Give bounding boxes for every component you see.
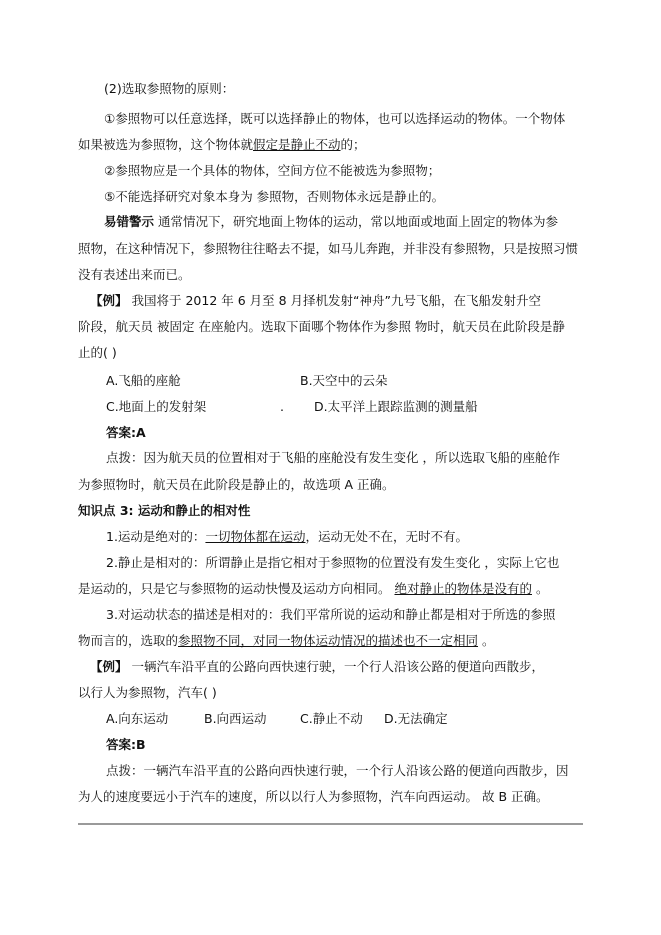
text-line: 点拨：一辆汽车沿平直的公路向西快速行驶，一个行人沿该公路的便道向西散步，因 [106, 763, 569, 778]
text-line: 3.对运动状态的描述是相对的：我们平常所说的运动和静止都是相对于所选的参照 [106, 607, 556, 622]
option-d: D.无法确定 [384, 711, 448, 726]
text-line: 物而言的，选取的参照物不同，对同一物体运动情况的描述也不一定相同 。 [78, 633, 495, 648]
text-line: 2.静止是相对的：所谓静止是指它相对于参照物的位置没有发生变化 ，实际上它也 [106, 555, 560, 570]
answer-label: 答案:B [106, 737, 146, 752]
option-d: D.太平洋上跟踪监测的测量船 [314, 399, 478, 414]
text-line: 为人的速度要远小于汽车的速度，所以以行人为参照物，汽车向西运动。 故 B 正确。 [78, 789, 549, 804]
underlined-key-phrase: 绝对静止的物体是没有的 [394, 581, 532, 596]
text-line: 以行人为参照物，汽车( ) [78, 685, 217, 700]
option-b: B.天空中的云朵 [300, 373, 388, 388]
underlined-key-phrase: 一切物体都在运动 [205, 529, 306, 544]
example-label: 【例】 [90, 659, 128, 674]
example-label: 【例】 [90, 293, 128, 308]
knowledge-point-heading: 知识点 3: 运动和静止的相对性 [78, 503, 251, 518]
text-line: ①参照物可以任意选择，既可以选择静止的物体，也可以选择运动的物体。一个物体 [104, 111, 566, 126]
answer-label: 答案:A [106, 425, 146, 440]
text-line: ⑤不能选择研究对象本身为 参照物，否则物体永远是静止的。 [104, 189, 445, 204]
option-c: C.静止不动 [300, 711, 363, 726]
warning-label: 易错警示 [104, 214, 155, 229]
example-question: 【例】 我国将于 2012 年 6 月至 8 月择机发射“神舟”九号飞船，在飞船发射升空 [90, 293, 541, 308]
footer-divider [78, 823, 583, 825]
text-line: 点拨：因为航天员的位置相对于飞船的座舱没有发生变化 ，所以选取飞船的座舱作 [106, 450, 560, 465]
text-line: 是运动的，只是它与参照物的运动快慢及运动方向相同。 绝对静止的物体是没有的 。 [78, 581, 549, 596]
example-question: 【例】 一辆汽车沿平直的公路向西快速行驶，一个行人沿该公路的便道向西散步， [90, 659, 544, 674]
underlined-key-phrase: 假定是静止不动 [253, 137, 341, 152]
text-line: 1.运动是绝对的：一切物体都在运动，运动无处不在，无时不有。 [106, 529, 468, 544]
text-line: ②参照物应是一个具体的物体，空间方位不能被选为参照物； [104, 163, 441, 178]
option-c: C.地面上的发射架 [106, 399, 207, 414]
option-a: A.飞船的座舱 [106, 373, 181, 388]
underlined-key-phrase: 参照物不同，对同一物体运动情况的描述也不一定相同 [178, 633, 479, 648]
stray-dot: . [280, 399, 284, 414]
option-a: A.向东运动 [106, 711, 169, 726]
text-line: 阶段，航天员 被固定 在座舱内。选取下面哪个物体作为参照 物时，航天员在此阶段是静 [78, 319, 565, 334]
text-line: 照物，在这种情况下，参照物往往略去不提，如马儿奔跑，并非没有参照物，只是按照习惯 [78, 241, 579, 256]
text-line: 易错警示 通常情况下，研究地面上物体的运动，常以地面或地面上固定的物体为参 [104, 214, 558, 229]
text-line: 止的( ) [78, 345, 117, 360]
text-line: 如果被选为参照物，这个物体就假定是静止不动的； [78, 137, 366, 152]
text-line: 没有表述出来而已。 [78, 267, 191, 282]
text-line: 为参照物时，航天员在此阶段是静止的，故选项 A 正确。 [78, 477, 395, 492]
section-heading-principles: (2)选取参照物的原则： [104, 81, 235, 96]
option-b: B.向西运动 [204, 711, 267, 726]
